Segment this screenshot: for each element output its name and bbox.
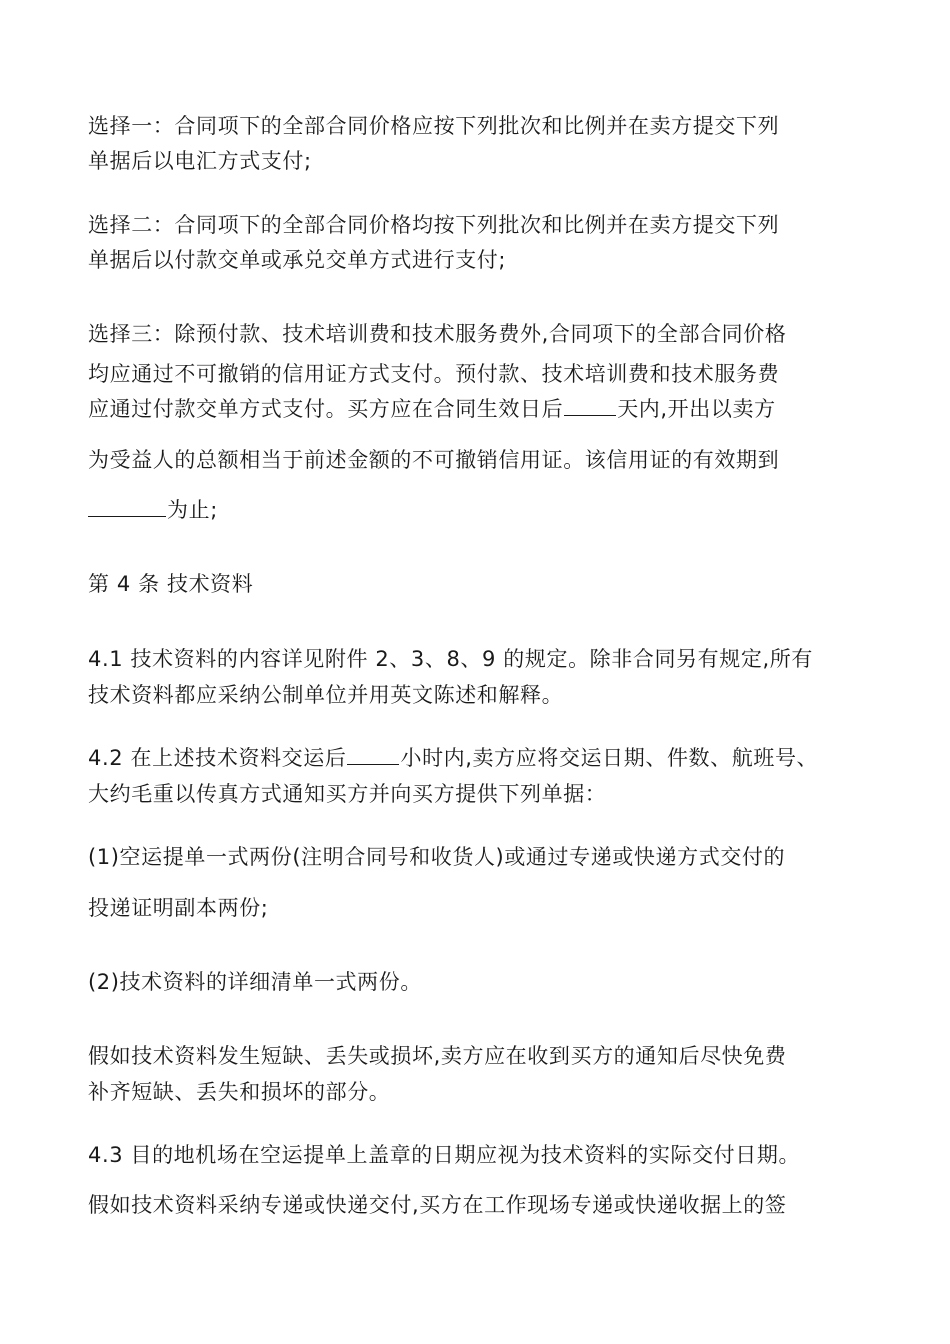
option3-line1: 选择三：除预付款、技术培训费和技术服务费外,合同项下的全部合同价格 <box>88 322 787 346</box>
section-4-2-line2: 大约毛重以传真方式通知买方并向买方提供下列单据： <box>88 782 607 806</box>
item2-line: (2)技术资料的详细清单一式两份。 <box>88 970 422 994</box>
option1-line1: 选择一：合同项下的全部合同价格应按下列批次和比例并在卖方提交下列 <box>88 114 780 138</box>
hours-blank <box>347 744 399 765</box>
option3-line2: 均应通过不可撤销的信用证方式支付。预付款、技术培训费和技术服务费 <box>88 362 780 386</box>
option3-line3 <box>88 394 776 424</box>
section-4-3-line2: 假如技术资料采纳专递或快递交付,买方在工作现场专递或快递收据上的签 <box>88 1193 787 1217</box>
days-blank <box>564 395 616 416</box>
section-4-3-line1: 4.3 目的地机场在空运提单上盖章的日期应视为技术资料的实际交付日期。 <box>88 1143 801 1167</box>
option3-line4: 为受益人的总额相当于前述金额的不可撤销信用证。该信用证的有效期到 <box>88 448 780 472</box>
option3-line5-text: 为止; <box>167 498 218 522</box>
shortage-line1: 假如技术资料发生短缺、丢失或损坏,卖方应在收到买方的通知后尽快免费 <box>88 1044 787 1068</box>
option2-line2: 单据后以付款交单或承兑交单方式进行支付; <box>88 248 507 272</box>
option3-line5 <box>88 495 218 525</box>
option3-line3-after-blank: 天内,开出以卖方 <box>617 397 776 421</box>
option1-line2: 单据后以电汇方式支付; <box>88 149 312 173</box>
section-4-2-after-blank: 小时内,卖方应将交运日期、件数、航班号、 <box>400 746 819 770</box>
section-4-2-line1 <box>88 743 818 773</box>
option2-line1: 选择二：合同项下的全部合同价格均按下列批次和比例并在卖方提交下列 <box>88 213 780 237</box>
section-4-1-line2: 技术资料都应采纳公制单位并用英文陈述和解释。 <box>88 683 564 707</box>
section-4-2-before-blank: 4.2 在上述技术资料交运后 <box>88 746 347 770</box>
validity-date-blank <box>88 496 166 517</box>
item1-line2: 投递证明副本两份; <box>88 896 269 920</box>
shortage-line2: 补齐短缺、丢失和损坏的部分。 <box>88 1080 391 1104</box>
option3-line3-before-blank: 应通过付款交单方式支付。买方应在合同生效日后 <box>88 397 564 421</box>
section-4-1-line1: 4.1 技术资料的内容详见附件 2、3、8、9 的规定。除非合同另有规定,所有 <box>88 647 813 671</box>
item1-line1: (1)空运提单一式两份(注明合同号和收货人)或通过专递或快递方式交付的 <box>88 845 786 869</box>
article4-heading: 第 4 条 技术资料 <box>88 572 254 596</box>
